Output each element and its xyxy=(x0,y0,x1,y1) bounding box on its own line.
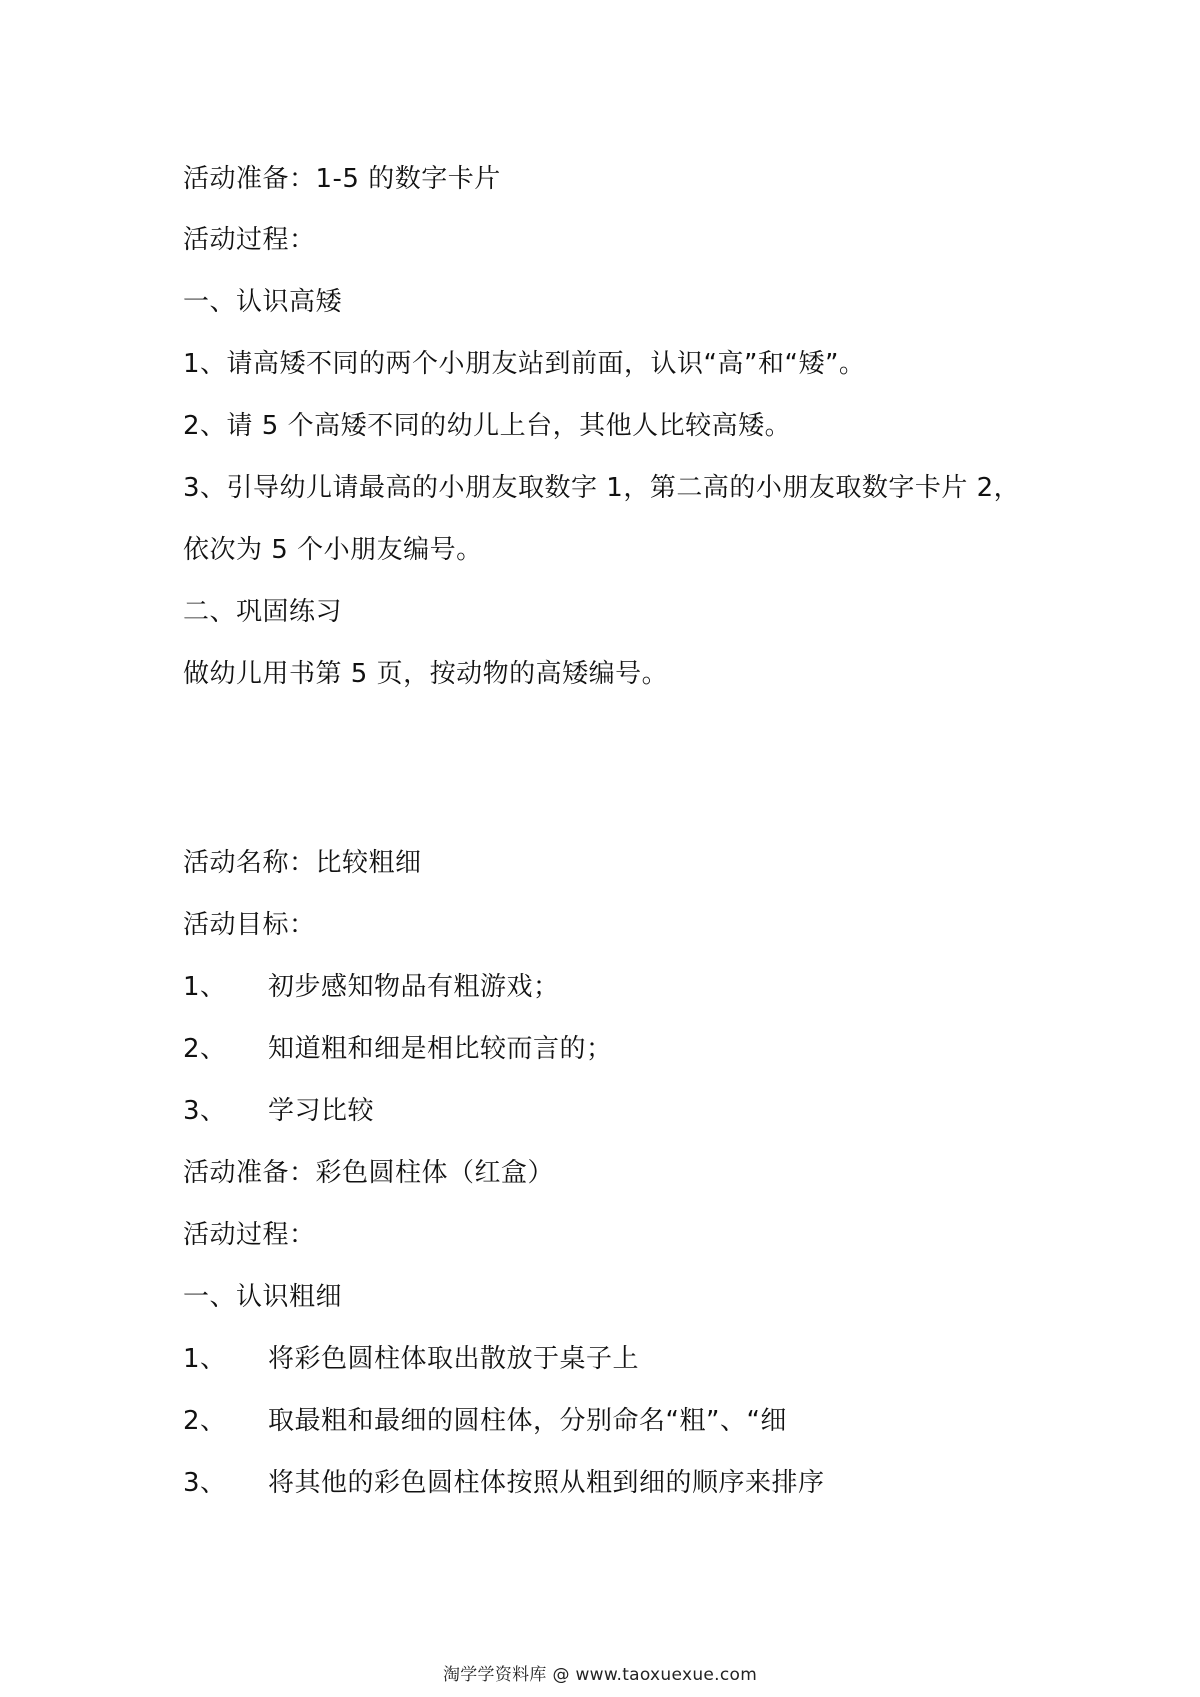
goal-item xyxy=(183,1032,613,1066)
goal-item xyxy=(183,970,560,1004)
activity-preparation-1: 活动准备：1-5 的数字卡片 xyxy=(183,164,501,194)
activity-process-title-1: 活动过程： xyxy=(183,225,316,255)
goal-text: 初步感知物品有粗游戏； xyxy=(268,972,560,1002)
activity-preparation-2: 活动准备：彩色圆柱体（红盒） xyxy=(183,1158,555,1188)
activity-name-2: 活动名称：比较粗细 xyxy=(183,848,422,878)
goal-number: 1、 xyxy=(183,972,227,1002)
step-number: 2、 xyxy=(183,1406,227,1436)
part1-title-2: 一、认识粗细 xyxy=(183,1282,343,1312)
part1-title-1: 一、认识高矮 xyxy=(183,287,343,317)
goal-number: 3、 xyxy=(183,1096,227,1126)
step-text: 将彩色圆柱体取出散放于桌子上 xyxy=(268,1344,640,1374)
activity-process-title-2: 活动过程： xyxy=(183,1220,316,1250)
step-3-line-2: 依次为 5 个小朋友编号。 xyxy=(183,535,483,565)
step-number: 1、 xyxy=(183,1344,227,1374)
step-number: 3、 xyxy=(183,1468,227,1498)
step-text: 取最粗和最细的圆柱体，分别命名“粗”、“细 xyxy=(268,1406,787,1436)
goal-item xyxy=(183,1094,374,1128)
step-3-line-1: 3、引导幼儿请最高的小朋友取数字 1，第二高的小朋友取数字卡片 2， xyxy=(183,473,1021,503)
process-step xyxy=(183,1342,639,1376)
goal-text: 学习比较 xyxy=(268,1096,375,1126)
practice-text: 做幼儿用书第 5 页，按动物的高矮编号。 xyxy=(183,659,669,689)
activity-goal-title-2: 活动目标： xyxy=(183,910,316,940)
step-text: 将其他的彩色圆柱体按照从粗到细的顺序来排序 xyxy=(268,1468,825,1498)
footer-watermark: 淘学学资料库 @ www.taoxuexue.com xyxy=(442,1665,758,1685)
process-step xyxy=(183,1404,787,1438)
step-2: 2、请 5 个高矮不同的幼儿上台，其他人比较高矮。 xyxy=(183,411,792,441)
goal-text: 知道粗和细是相比较而言的； xyxy=(268,1034,613,1064)
part2-title-1: 二、巩固练习 xyxy=(183,597,343,627)
step-1: 1、请高矮不同的两个小朋友站到前面，认识“高”和“矮”。 xyxy=(183,349,866,379)
process-step xyxy=(183,1466,825,1500)
goal-number: 2、 xyxy=(183,1034,227,1064)
